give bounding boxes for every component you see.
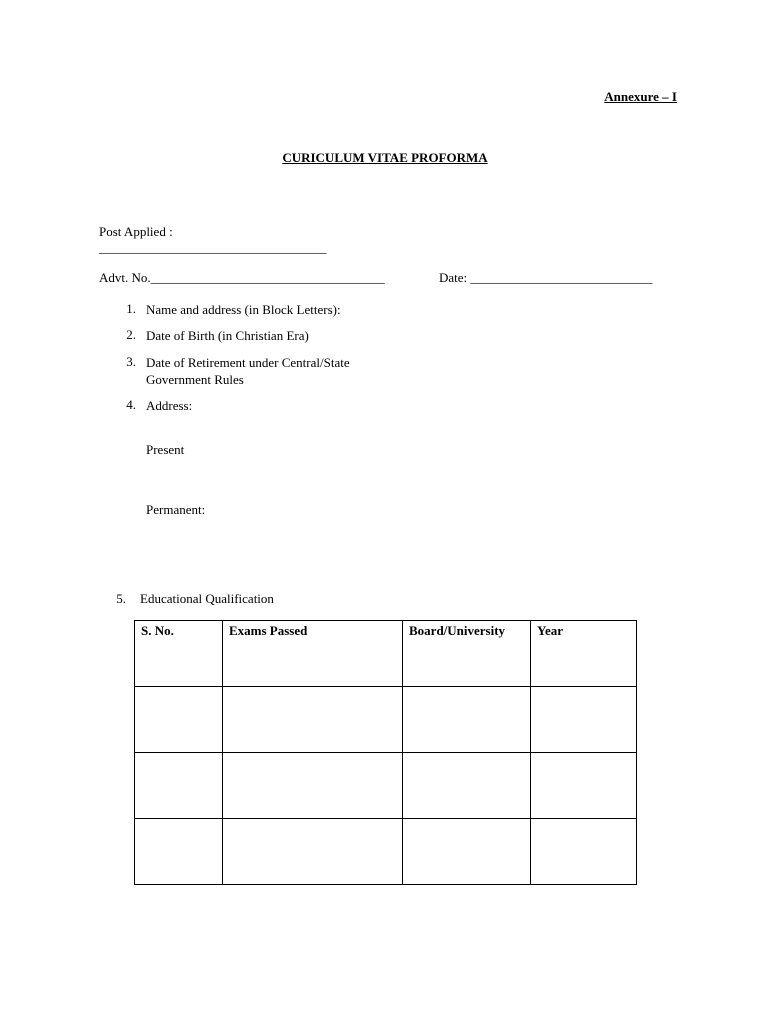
table-cell[interactable] bbox=[403, 753, 531, 819]
permanent-address-label: Permanent: bbox=[146, 502, 206, 517]
column-header-year: Year bbox=[531, 621, 637, 687]
table-cell[interactable] bbox=[135, 687, 223, 753]
table-row bbox=[135, 753, 637, 819]
table-cell[interactable] bbox=[135, 753, 223, 819]
column-header-exams: Exams Passed bbox=[223, 621, 403, 687]
item-date-of-retirement: Date of Retirement under Central/State Government Rules bbox=[146, 355, 350, 387]
table-header-row bbox=[135, 621, 637, 687]
item-number: 4. bbox=[126, 397, 136, 412]
document-title: CURICULUM VITAE PROFORMA bbox=[282, 150, 488, 165]
annexure-label: Annexure – I bbox=[604, 89, 677, 104]
table-cell[interactable] bbox=[223, 819, 403, 885]
advt-no-field[interactable]: Advt. No.____________________________________ bbox=[99, 270, 385, 285]
table-cell[interactable] bbox=[531, 753, 637, 819]
education-table bbox=[134, 620, 637, 885]
table-cell[interactable] bbox=[223, 753, 403, 819]
table-cell[interactable] bbox=[135, 819, 223, 885]
item-number: 3. bbox=[126, 354, 136, 369]
table-cell[interactable] bbox=[531, 687, 637, 753]
present-address-label: Present bbox=[146, 442, 185, 457]
column-header-board: Board/University bbox=[403, 621, 531, 687]
education-label: Educational Qualification bbox=[140, 591, 274, 606]
table-row bbox=[135, 687, 637, 753]
table-row bbox=[135, 819, 637, 885]
item-date-of-birth: Date of Birth (in Christian Era) bbox=[146, 328, 309, 343]
column-header-sno: S. No. bbox=[135, 621, 223, 687]
post-applied-label: Post Applied : bbox=[99, 224, 173, 239]
item-address: Address: bbox=[146, 398, 193, 413]
item-number: 1. bbox=[126, 301, 136, 316]
table-cell[interactable] bbox=[531, 819, 637, 885]
item-number: 5. bbox=[116, 591, 126, 606]
table-cell[interactable] bbox=[403, 819, 531, 885]
post-applied-field[interactable]: ___________________________________ bbox=[99, 240, 327, 255]
item-number: 2. bbox=[126, 327, 136, 342]
date-field[interactable]: Date: ____________________________ bbox=[439, 270, 653, 285]
table-cell[interactable] bbox=[223, 687, 403, 753]
item-name-address: Name and address (in Block Letters): bbox=[146, 302, 341, 317]
table-cell[interactable] bbox=[403, 687, 531, 753]
